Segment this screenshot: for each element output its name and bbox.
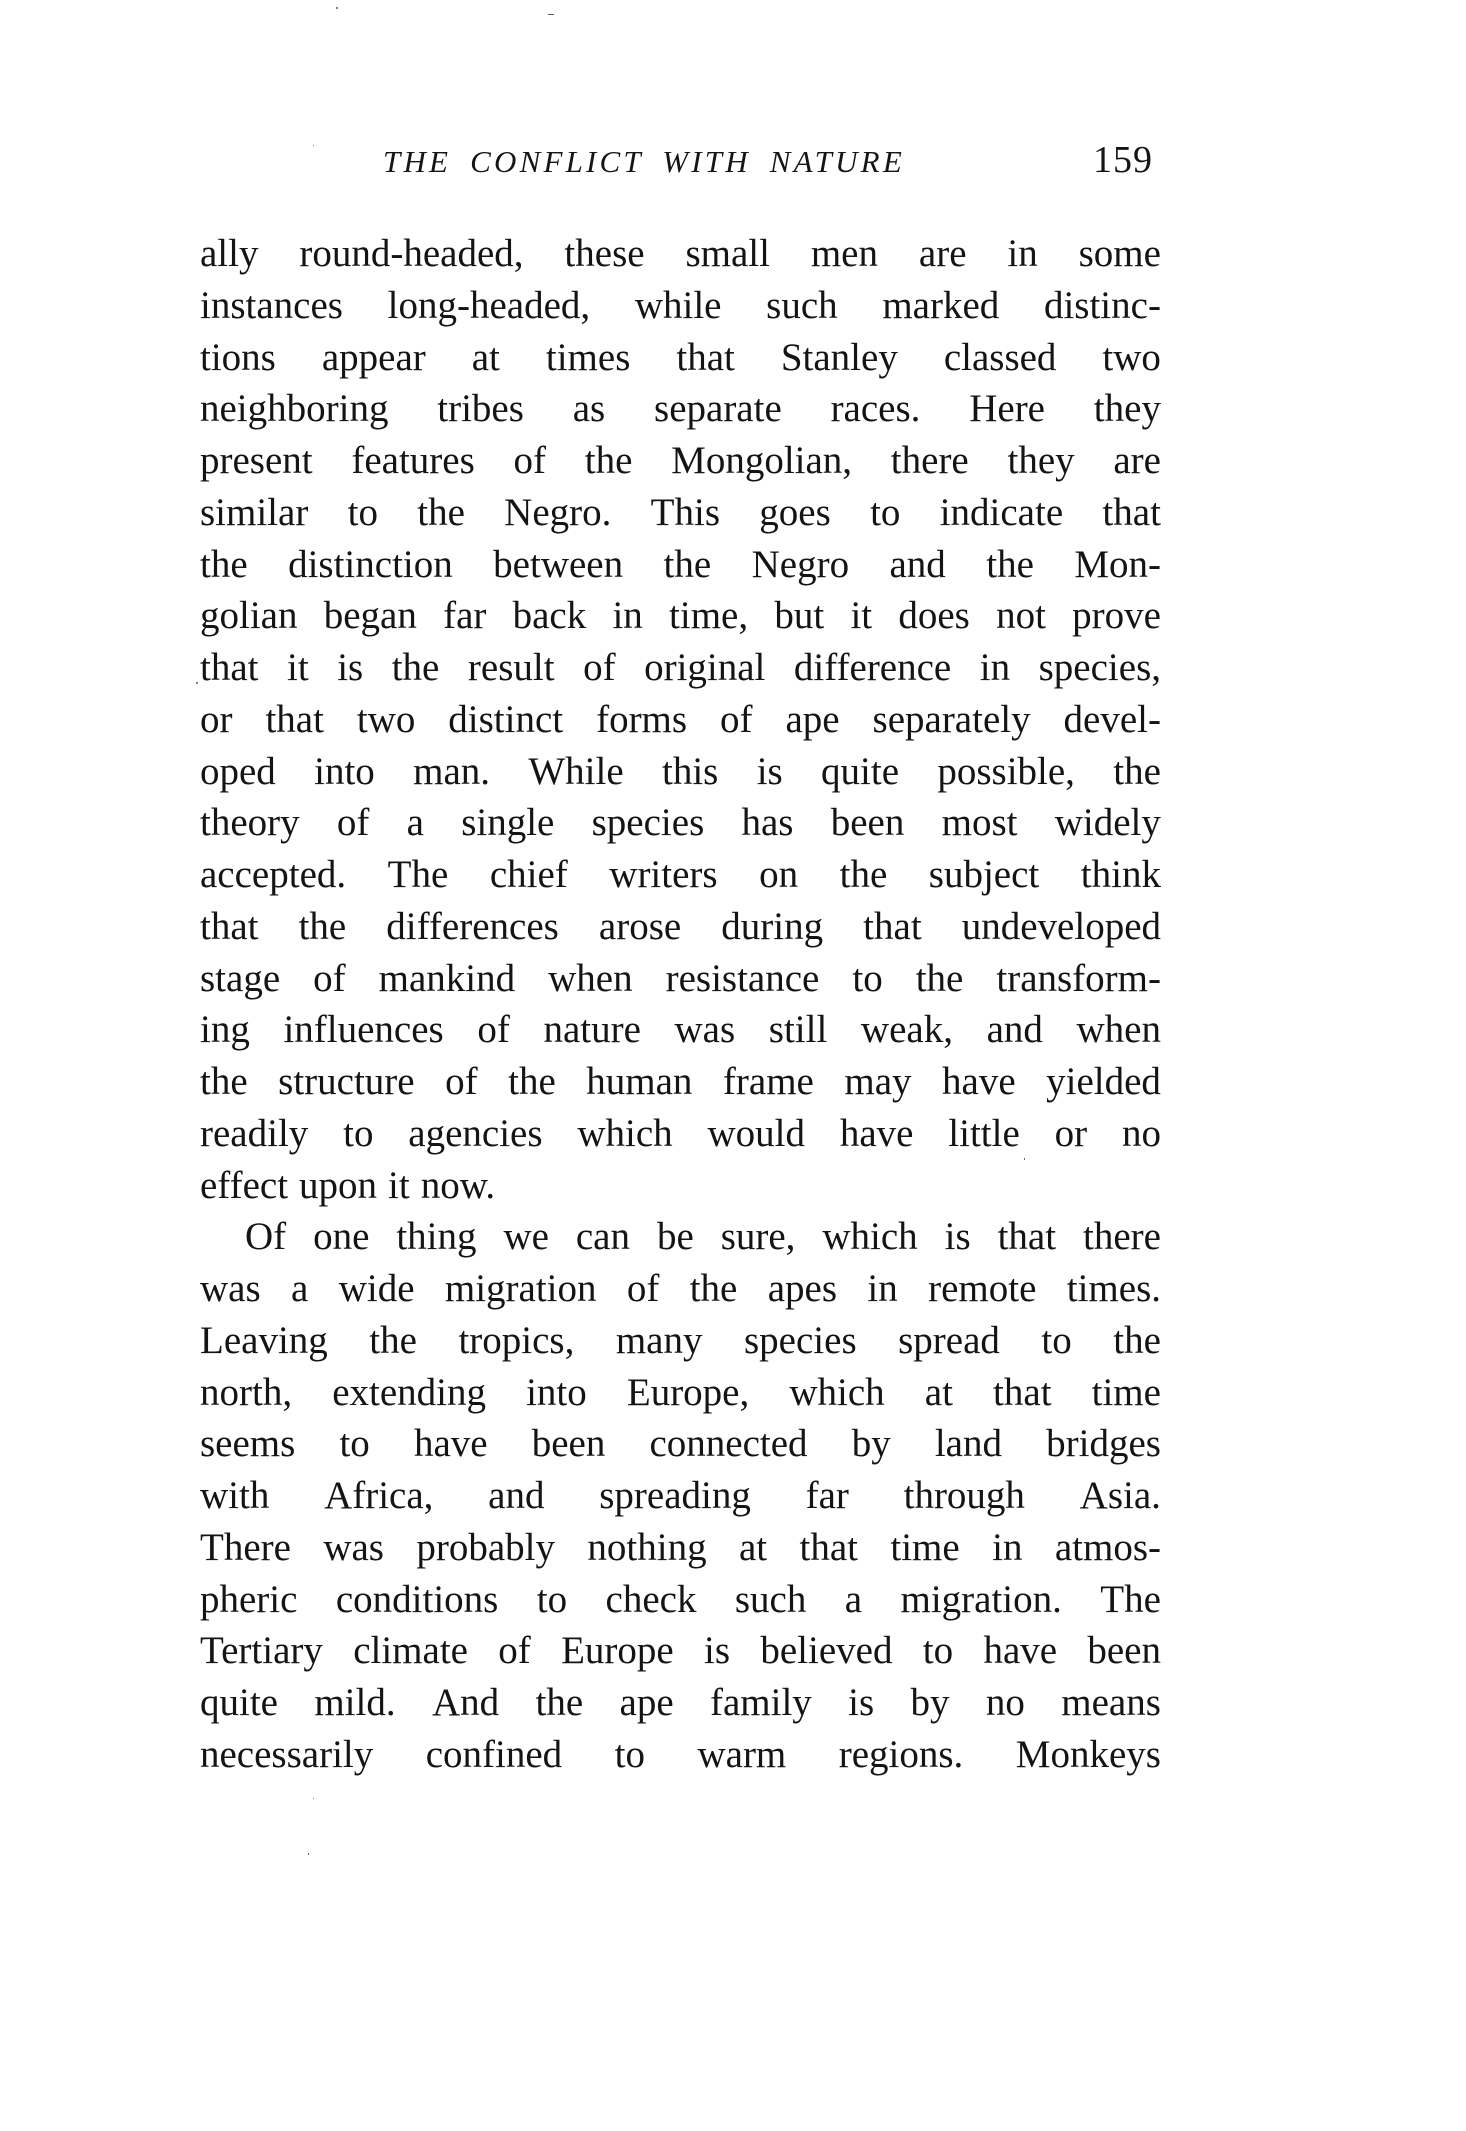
word: regions.	[838, 1732, 964, 1776]
word: migration.	[900, 1577, 1062, 1621]
word: in	[1007, 232, 1038, 275]
word: arose	[598, 904, 682, 948]
word: upon	[299, 1163, 378, 1207]
word: of	[445, 1060, 478, 1103]
text-line	[200, 1211, 1161, 1263]
word: mild.	[314, 1681, 396, 1724]
word: Asia.	[1079, 1474, 1161, 1517]
word: This	[650, 490, 721, 534]
word: indicate	[939, 490, 1064, 534]
word: that	[799, 1525, 858, 1569]
word: undeveloped	[961, 904, 1161, 948]
word: of	[513, 439, 547, 482]
word: Mon-	[1074, 542, 1161, 586]
word: distinc-	[1043, 283, 1161, 327]
word: Europe,	[626, 1370, 750, 1414]
word: accepted.	[200, 853, 347, 896]
word: by	[851, 1422, 891, 1466]
word: spread	[898, 1318, 1000, 1362]
word: Mongolian,	[671, 439, 853, 482]
word: they	[1007, 439, 1075, 482]
word: land	[934, 1422, 1002, 1466]
word: through	[903, 1474, 1025, 1517]
word: sure,	[720, 1215, 796, 1259]
word: round-headed,	[299, 232, 524, 275]
word: that	[1102, 490, 1161, 534]
word: these	[564, 232, 645, 275]
word: Negro.	[504, 490, 612, 534]
word: have	[942, 1060, 1016, 1103]
word: nature	[543, 1008, 641, 1052]
word: species	[591, 801, 705, 845]
word: and	[488, 1474, 545, 1517]
word: most	[941, 801, 1018, 845]
word: the	[584, 439, 633, 482]
word: classed	[943, 335, 1057, 379]
word: devel-	[1063, 697, 1161, 741]
word: the	[1113, 1318, 1161, 1362]
word: result	[467, 646, 555, 689]
scan-speck	[548, 14, 554, 15]
word: we	[503, 1215, 549, 1259]
word: mankind	[378, 956, 516, 1000]
word: have	[413, 1422, 488, 1466]
word: been	[830, 801, 905, 845]
word: some	[1078, 232, 1161, 275]
text-line	[200, 642, 1161, 694]
word: two	[1102, 335, 1161, 379]
text-line	[200, 1625, 1161, 1677]
word: it	[850, 594, 873, 638]
text-line	[200, 1108, 1161, 1160]
word: nothing	[587, 1525, 707, 1569]
word: is	[848, 1681, 875, 1724]
word: the	[369, 1318, 417, 1362]
word: Monkeys	[1015, 1732, 1161, 1776]
word: small	[685, 232, 770, 275]
word: back	[512, 594, 587, 638]
text-line	[200, 280, 1161, 332]
word: ing	[200, 1008, 250, 1052]
text-line	[200, 797, 1161, 849]
word: the	[200, 1060, 248, 1103]
word: which	[789, 1370, 885, 1414]
text-line	[200, 1160, 1161, 1212]
word: to	[339, 1422, 370, 1466]
word: at	[924, 1370, 953, 1414]
word: species,	[1038, 646, 1161, 689]
word: and	[986, 1008, 1043, 1052]
word: quite	[200, 1681, 278, 1724]
word: races.	[830, 387, 921, 431]
word: of	[477, 1008, 510, 1052]
text-line	[200, 1522, 1161, 1574]
word: times.	[1066, 1267, 1161, 1310]
word: are	[1113, 439, 1161, 482]
word: Leaving	[200, 1318, 328, 1362]
word: by	[910, 1681, 950, 1724]
word: or	[200, 697, 233, 741]
word: readily	[200, 1111, 309, 1155]
text-line	[200, 1574, 1161, 1626]
body-text	[200, 228, 1161, 1781]
word: that	[200, 904, 259, 948]
word: Africa,	[324, 1474, 434, 1517]
word: while	[634, 283, 722, 327]
word: the	[391, 646, 440, 689]
text-line	[200, 1729, 1161, 1781]
word: thing	[396, 1215, 477, 1259]
word: pheric	[200, 1577, 298, 1621]
word: migration	[444, 1267, 597, 1310]
word: of	[313, 956, 346, 1000]
word: to	[343, 1111, 374, 1155]
word: was	[674, 1008, 736, 1052]
word: between	[493, 542, 624, 586]
scan-speck	[308, 1853, 309, 1855]
word: chief	[489, 853, 568, 896]
paragraph-1	[200, 228, 1161, 1211]
word: extending	[332, 1370, 486, 1414]
word: atmos-	[1054, 1525, 1161, 1569]
word: which	[822, 1215, 918, 1259]
text-line	[200, 1004, 1161, 1056]
text-line	[200, 1677, 1161, 1729]
word: the	[689, 1267, 738, 1310]
word: still	[768, 1008, 828, 1052]
word: tropics,	[458, 1318, 575, 1362]
word: the	[298, 904, 347, 948]
word: goes	[759, 490, 831, 534]
text-line	[200, 383, 1161, 435]
word: effect	[200, 1163, 289, 1207]
word: means	[1061, 1681, 1161, 1724]
text-line	[200, 849, 1161, 901]
word: that	[993, 1370, 1052, 1414]
word: instances	[200, 283, 343, 327]
text-line	[200, 1263, 1161, 1315]
word: they	[1093, 387, 1161, 431]
word: Here	[969, 387, 1045, 431]
word: and	[889, 542, 946, 586]
word: was	[323, 1525, 384, 1569]
word: tribes	[437, 387, 524, 431]
word: north,	[200, 1370, 293, 1414]
scan-speck	[313, 1798, 314, 1799]
word: that	[265, 697, 324, 741]
text-line	[200, 1056, 1161, 1108]
word: into	[314, 749, 375, 793]
scan-speck	[336, 7, 338, 9]
word: distinction	[288, 542, 453, 586]
word: of	[626, 1267, 660, 1310]
paragraph-2	[200, 1211, 1161, 1780]
word: ape	[785, 697, 840, 741]
word: probably	[416, 1525, 556, 1569]
word: to	[614, 1732, 645, 1776]
word: ape	[619, 1681, 674, 1724]
word: separately	[872, 697, 1031, 741]
word: marked	[882, 283, 1000, 327]
word: the	[508, 1060, 556, 1103]
word: remote	[928, 1267, 1037, 1310]
word: original	[644, 646, 766, 689]
word: seems	[200, 1422, 296, 1466]
word: distinct	[448, 697, 564, 741]
word: was	[200, 1267, 261, 1310]
word: And	[431, 1681, 500, 1724]
word: warm	[697, 1732, 787, 1776]
word: a	[406, 801, 424, 845]
word: the	[839, 853, 888, 896]
word: Europe	[561, 1629, 674, 1673]
word: on	[759, 853, 799, 896]
word: present	[200, 439, 313, 482]
text-line	[200, 746, 1161, 798]
word: yielded	[1046, 1060, 1161, 1103]
word: apes	[767, 1267, 838, 1310]
word: or	[1054, 1111, 1088, 1155]
word: would	[707, 1111, 806, 1155]
word: transform-	[996, 956, 1161, 1000]
word: been	[1087, 1629, 1161, 1673]
word: wide	[338, 1267, 415, 1310]
text-line	[200, 953, 1161, 1005]
word: this	[662, 749, 719, 793]
word: can	[575, 1215, 630, 1259]
word: in	[992, 1525, 1023, 1569]
word: golian	[200, 594, 298, 638]
word: time	[1091, 1370, 1161, 1414]
word: appear	[321, 335, 426, 379]
word: such	[766, 283, 838, 327]
text-line	[200, 1315, 1161, 1367]
word: tions	[200, 335, 276, 379]
word: but	[774, 594, 825, 638]
word: The	[1100, 1577, 1161, 1621]
word: been	[531, 1422, 606, 1466]
word: is	[704, 1629, 731, 1673]
word: to	[347, 490, 378, 534]
word: when	[548, 956, 633, 1000]
word: widely	[1054, 801, 1161, 845]
word: forms	[596, 697, 688, 741]
word: many	[615, 1318, 703, 1362]
word: one	[313, 1215, 370, 1259]
word: a	[291, 1267, 309, 1310]
word: Tertiary	[200, 1629, 323, 1673]
word: it	[388, 1163, 410, 1207]
word: in	[612, 594, 643, 638]
text-line	[200, 1367, 1161, 1419]
word: oped	[200, 749, 276, 793]
word: influences	[283, 1008, 444, 1052]
word: be	[656, 1215, 694, 1259]
word: it	[287, 646, 309, 689]
word: has	[741, 801, 794, 845]
word: quite	[821, 749, 900, 793]
word: no	[1121, 1111, 1161, 1155]
word: single	[461, 801, 555, 845]
word: men	[810, 232, 878, 275]
word: climate	[353, 1629, 468, 1673]
word: the	[535, 1681, 584, 1724]
word: that	[863, 904, 922, 948]
word: connected	[649, 1422, 808, 1466]
word: to	[922, 1629, 954, 1673]
word: Stanley	[780, 335, 898, 379]
word: times	[545, 335, 631, 379]
word: began	[323, 594, 417, 638]
scan-speck	[196, 682, 198, 684]
word: at	[471, 335, 500, 379]
word: the	[1113, 749, 1161, 793]
word: confined	[425, 1732, 563, 1776]
word: the	[915, 956, 964, 1000]
word: no	[985, 1681, 1025, 1724]
word: Negro	[751, 542, 850, 586]
text-line	[200, 487, 1161, 539]
word: writers	[609, 853, 718, 896]
text-line	[200, 539, 1161, 591]
word: necessarily	[200, 1732, 374, 1776]
word: man.	[413, 749, 491, 793]
word: possible,	[937, 749, 1075, 793]
text-line	[200, 332, 1161, 384]
word: of	[336, 801, 370, 845]
word: have	[983, 1629, 1058, 1673]
word: similar	[200, 490, 309, 534]
text-line	[200, 694, 1161, 746]
word: which	[577, 1111, 673, 1155]
word: to	[870, 490, 901, 534]
word: may	[844, 1060, 912, 1103]
page-number: 159	[1093, 139, 1153, 181]
word: subject	[928, 853, 1040, 896]
word: neighboring	[200, 387, 389, 431]
word: to	[1041, 1318, 1072, 1362]
word: There	[200, 1525, 291, 1569]
word: While	[528, 749, 624, 793]
text-line	[200, 901, 1161, 953]
word: is	[756, 749, 783, 793]
word: is	[337, 646, 364, 689]
word: the	[986, 542, 1034, 586]
word: family	[710, 1681, 812, 1724]
word: in	[979, 646, 1011, 689]
word: differences	[386, 904, 559, 948]
word: difference	[793, 646, 952, 689]
scan-speck	[313, 145, 314, 146]
word: stage	[200, 956, 281, 1000]
text-line	[200, 1418, 1161, 1470]
word: is	[944, 1215, 971, 1259]
word: little	[948, 1111, 1020, 1155]
word: time,	[669, 594, 749, 638]
word: when	[1076, 1008, 1161, 1052]
word: human	[586, 1060, 693, 1103]
word: not	[996, 594, 1046, 638]
word: think	[1080, 853, 1161, 896]
word: conditions	[335, 1577, 499, 1621]
word: of	[583, 646, 616, 689]
word: are	[918, 232, 967, 275]
text-line	[200, 1470, 1161, 1522]
word: resistance	[665, 956, 820, 1000]
word: to	[852, 956, 883, 1000]
word: The	[387, 853, 449, 896]
word: check	[605, 1577, 697, 1621]
word: as	[572, 387, 606, 431]
word: the	[663, 542, 712, 586]
word: that	[676, 335, 735, 379]
word: two	[356, 697, 416, 741]
word: of	[720, 697, 753, 741]
word: far	[805, 1474, 849, 1517]
word: now.	[420, 1163, 496, 1207]
word: have	[839, 1111, 914, 1155]
word: prove	[1072, 594, 1161, 638]
word: in	[867, 1267, 898, 1310]
running-head: THE CONFLICT WITH NATURE	[383, 144, 905, 179]
scan-speck	[1024, 1158, 1025, 1160]
word: frame	[722, 1060, 814, 1103]
word: into	[526, 1370, 587, 1414]
word: ally	[200, 232, 259, 275]
word: at	[738, 1525, 768, 1569]
word: with	[200, 1474, 270, 1517]
text-line	[200, 435, 1161, 487]
word: the	[417, 490, 465, 534]
word: spreading	[599, 1474, 751, 1517]
word: a	[844, 1577, 863, 1621]
word: does	[898, 594, 970, 638]
word: that	[997, 1215, 1057, 1259]
word: of	[498, 1629, 531, 1673]
word: the	[200, 542, 248, 586]
word: to	[536, 1577, 568, 1621]
word: features	[351, 439, 475, 482]
word: Of	[245, 1215, 287, 1259]
word: bridges	[1046, 1422, 1161, 1466]
word: agencies	[408, 1111, 543, 1155]
text-line	[200, 590, 1161, 642]
word: that	[200, 646, 259, 689]
word: such	[734, 1577, 807, 1621]
word: weak,	[860, 1008, 953, 1052]
word: separate	[654, 387, 782, 431]
word: theory	[200, 801, 300, 845]
word: species	[744, 1318, 857, 1362]
word: long-headed,	[387, 283, 591, 327]
word: far	[443, 594, 487, 638]
word: during	[721, 904, 824, 948]
word: there	[1082, 1215, 1161, 1259]
word: believed	[760, 1629, 893, 1673]
text-line	[200, 228, 1161, 280]
word: there	[890, 439, 969, 482]
word: structure	[278, 1060, 415, 1103]
word: time	[890, 1525, 960, 1569]
